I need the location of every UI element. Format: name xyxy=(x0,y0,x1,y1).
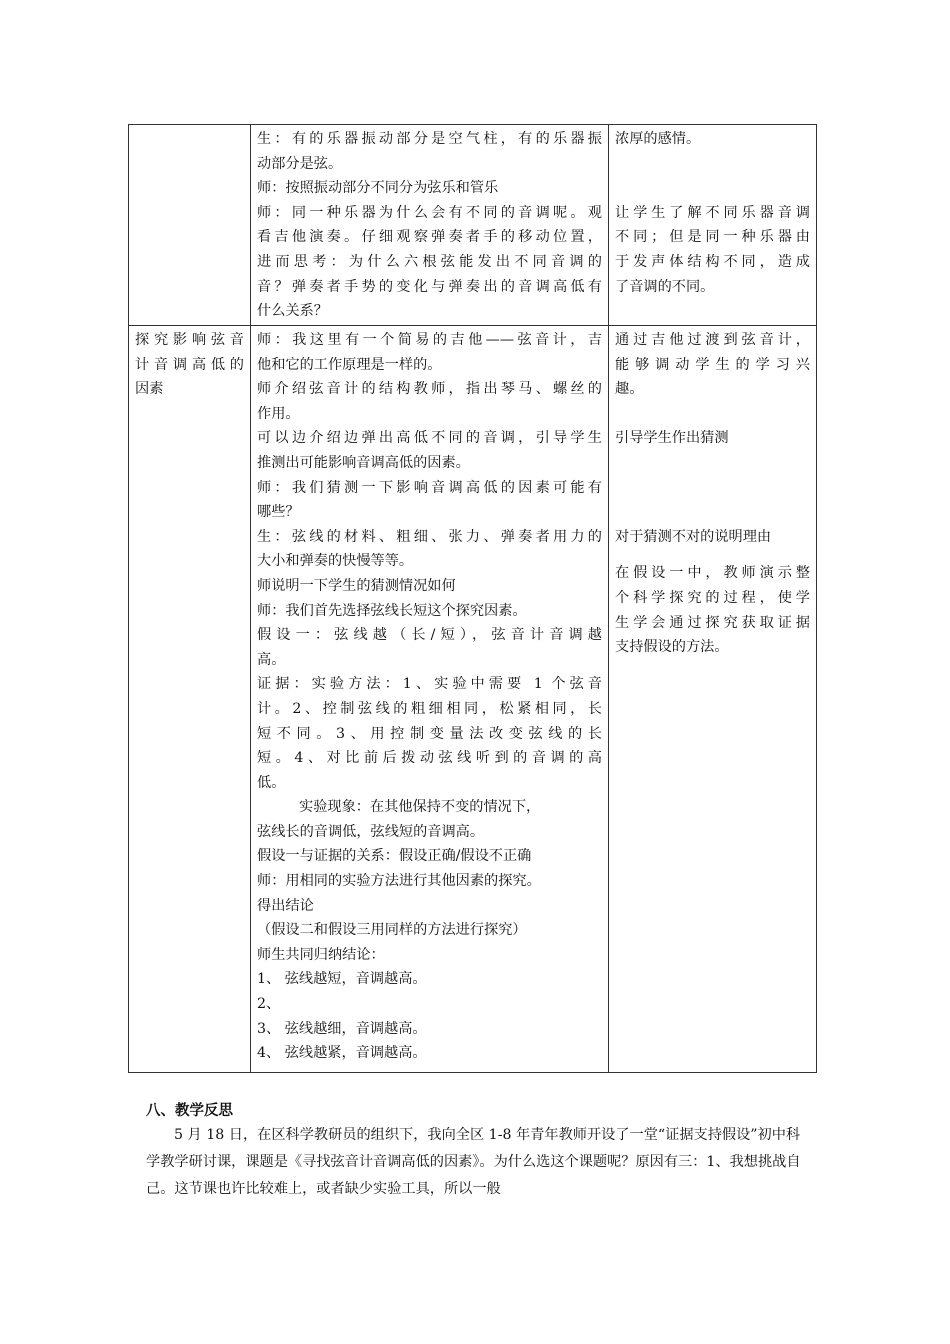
text-line: 看吉他演奏。仔细观察弹奏者手的移动位置， xyxy=(257,229,602,246)
text-line: 他和它的工作原理是一样的。 xyxy=(257,356,442,373)
text-line: 能够调动学生的学习兴 xyxy=(615,356,810,373)
text-line: 证据：实验方法：1、实验中需要 1 个弦音 xyxy=(257,676,602,693)
text-line: 因素 xyxy=(135,381,164,398)
text-line: 师：我们首先选择弦线长短这个探究因素。 xyxy=(257,602,527,619)
text-line: 1、 弦线越短，音调越高。 xyxy=(257,971,427,988)
text-line: 了音调的不同。 xyxy=(615,278,715,295)
text-line: 师：按照振动部分不同分为弦乐和管乐 xyxy=(257,180,499,197)
text-line: 什么关系？ xyxy=(257,303,328,320)
text-line: 假设一：弦线越（长/短），弦音计音调越 xyxy=(257,627,602,644)
text-line: 哪些？ xyxy=(257,504,300,521)
text-line: 师：我们猜测一下影响音调高低的因素可能有 xyxy=(257,479,602,496)
text-line: 低。 xyxy=(257,774,286,791)
text-line: 3、 弦线越细，音调越高。 xyxy=(257,1020,427,1037)
lesson-table xyxy=(128,124,817,1073)
text-line: 计。2、控制弦线的粗细相同，松紧相同，长 xyxy=(257,700,602,717)
text-line: 动部分是弦。 xyxy=(257,155,343,172)
text-line: 进而思考：为什么六根弦能发出不同音调的 xyxy=(257,253,602,270)
text-line: 弦线长的音调低，弦线短的音调高。 xyxy=(257,823,485,840)
text-line: 探究影响弦音 xyxy=(135,332,244,348)
text-line: 生：弦线的材料、粗细、张力、弹奏者用力的 xyxy=(257,528,602,545)
stage-cell xyxy=(129,125,251,326)
text-line: 师说明一下学生的猜测情况如何 xyxy=(257,577,456,594)
text-line: 作用。 xyxy=(257,405,300,422)
reflection-text: 5 月 18 日，在区科学教研员的组织下，我向全区 1-8 年青年教师开设了一堂“证据支持假设”初中科学教学研讨课，课题是《寻找弦音计音调高低的因素》。为什么选这个课题呢？原因有三：1、我想挑战自己。这节课也许比较难上，或者缺少实验工具，所以一般 xyxy=(146,1127,801,1197)
text-line: 于发声体结构不同，造成 xyxy=(615,253,810,270)
text-line: 趣。 xyxy=(615,381,644,398)
text-line: 大小和弹奏的快慢等等。 xyxy=(257,553,414,570)
text-line: 4、 弦线越紧，音调越高。 xyxy=(257,1045,427,1062)
text-line: 生学会通过探究获取证据 xyxy=(615,614,810,631)
text-line: 师：同一种乐器为什么会有不同的音调呢。观 xyxy=(257,204,602,221)
text-line: 师介绍弦音计的结构教师，指出琴马、螺丝的 xyxy=(257,381,602,398)
text-line: 生：有的乐器振动部分是空气柱，有的乐器振 xyxy=(257,131,602,147)
table-row xyxy=(129,125,817,326)
text-line: 引导学生作出猜测 xyxy=(615,430,729,447)
text-line: 假设一与证据的关系：假设正确/假设不正确 xyxy=(257,848,532,865)
process-cell xyxy=(251,125,609,326)
text-line: 短。4、对比前后拨动弦线听到的音调的高 xyxy=(257,750,602,767)
text-line: 师：用相同的实验方法进行其他因素的探究。 xyxy=(257,873,541,890)
section-heading: 八、教学反思 xyxy=(146,1102,233,1119)
text-line: 师生共同归纳结论： xyxy=(257,946,385,963)
text-line: 2、 xyxy=(257,996,281,1013)
text-line: 个科学探究的过程，使学 xyxy=(615,589,810,606)
text-line: 师：我这里有一个简易的吉他——弦音计，吉 xyxy=(257,332,602,348)
reflection-paragraph xyxy=(146,1122,814,1203)
text-line: 推测出可能影响音调高低的因素。 xyxy=(257,454,470,471)
text-line: 让学生了解不同乐器音调 xyxy=(615,204,810,221)
text-line: 在假设一中，教师演示整 xyxy=(615,565,810,582)
text-line: 浓厚的感情。 xyxy=(615,131,701,147)
text-line: 计音调高低的 xyxy=(135,356,244,373)
text-line: 高。 xyxy=(257,651,286,668)
intent-cell xyxy=(609,125,817,326)
text-line: 通过吉他过渡到弦音计， xyxy=(615,332,810,348)
text-line: 可以边介绍边弹出高低不同的音调，引导学生 xyxy=(257,430,602,447)
text-line: 对于猜测不对的说明理由 xyxy=(615,528,772,545)
text-line: 实验现象：在其他保持不变的情况下， xyxy=(299,799,541,816)
text-line: 不同；但是同一种乐器由 xyxy=(615,229,810,246)
stage-cell xyxy=(129,326,251,1073)
text-line: （假设二和假设三用同样的方法进行探究） xyxy=(257,922,527,939)
text-line: 得出结论 xyxy=(257,897,314,914)
process-cell xyxy=(251,326,609,1073)
text-line: 音？弹奏者手势的变化与弹奏出的音调高低有 xyxy=(257,278,602,295)
table-row xyxy=(129,326,817,1073)
intent-cell xyxy=(609,326,817,1073)
text-line: 支持假设的方法。 xyxy=(615,639,729,656)
text-line: 短不同。3、用控制变量法改变弦线的长 xyxy=(257,725,602,742)
